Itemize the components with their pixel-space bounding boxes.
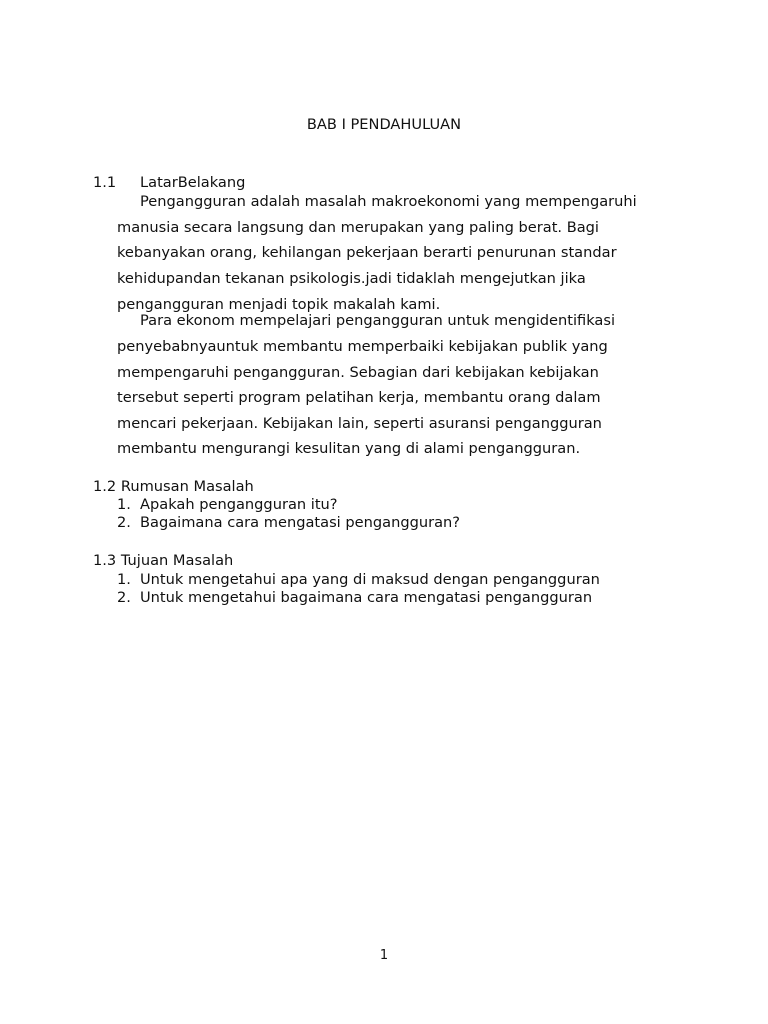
section-1-3-heading: 1.3 Tujuan Masalah <box>93 552 234 569</box>
paragraph-2-line: membantu mengurangi kesulitan yang di alami pengangguran. <box>117 440 581 457</box>
list-item-number: 2. <box>117 589 131 606</box>
list-item-number: 2. <box>117 514 131 531</box>
paragraph-1-line: manusia secara langsung dan merupakan yang paling berat. Bagi <box>117 219 599 236</box>
list-item: Bagaimana cara mengatasi pengangguran? <box>140 514 461 531</box>
section-1-1-number: 1.1 <box>93 174 117 191</box>
section-1-2-heading: 1.2 Rumusan Masalah <box>93 478 254 495</box>
paragraph-2-line: mencari pekerjaan. Kebijakan lain, seperti asuransi pengangguran <box>117 415 602 432</box>
list-item: Untuk mengetahui apa yang di maksud dengan pengangguran <box>140 571 600 588</box>
section-1-1-heading: LatarBelakang <box>140 174 246 191</box>
paragraph-2-line: penyebabnyauntuk membantu memperbaiki kebijakan publik yang <box>117 338 608 355</box>
paragraph-1-line: Pengangguran adalah masalah makroekonomi yang mempengaruhi <box>140 193 637 210</box>
paragraph-2-line: tersebut seperti program pelatihan kerja, membantu orang dalam <box>117 389 601 406</box>
list-item-number: 1. <box>117 496 131 513</box>
page-title: BAB I PENDAHULUAN <box>306 116 462 133</box>
list-item: Apakah pengangguran itu? <box>140 496 338 513</box>
paragraph-2-line: mempengaruhi pengangguran. Sebagian dari kebijakan kebijakan <box>117 364 599 381</box>
paragraph-2-line: Para ekonom mempelajari pengangguran untuk mengidentifikasi <box>140 312 616 329</box>
list-item-number: 1. <box>117 571 131 588</box>
paragraph-1-line: pengangguran menjadi topik makalah kami. <box>117 296 441 313</box>
list-item: Untuk mengetahui bagaimana cara mengatasi pengangguran <box>140 589 593 606</box>
paragraph-1-line: kebanyakan orang, kehilangan pekerjaan berarti penurunan standar <box>117 244 617 261</box>
page-number: 1 <box>379 948 389 963</box>
paragraph-1-line: kehidupandan tekanan psikologis.jadi tidaklah mengejutkan jika <box>117 270 586 287</box>
